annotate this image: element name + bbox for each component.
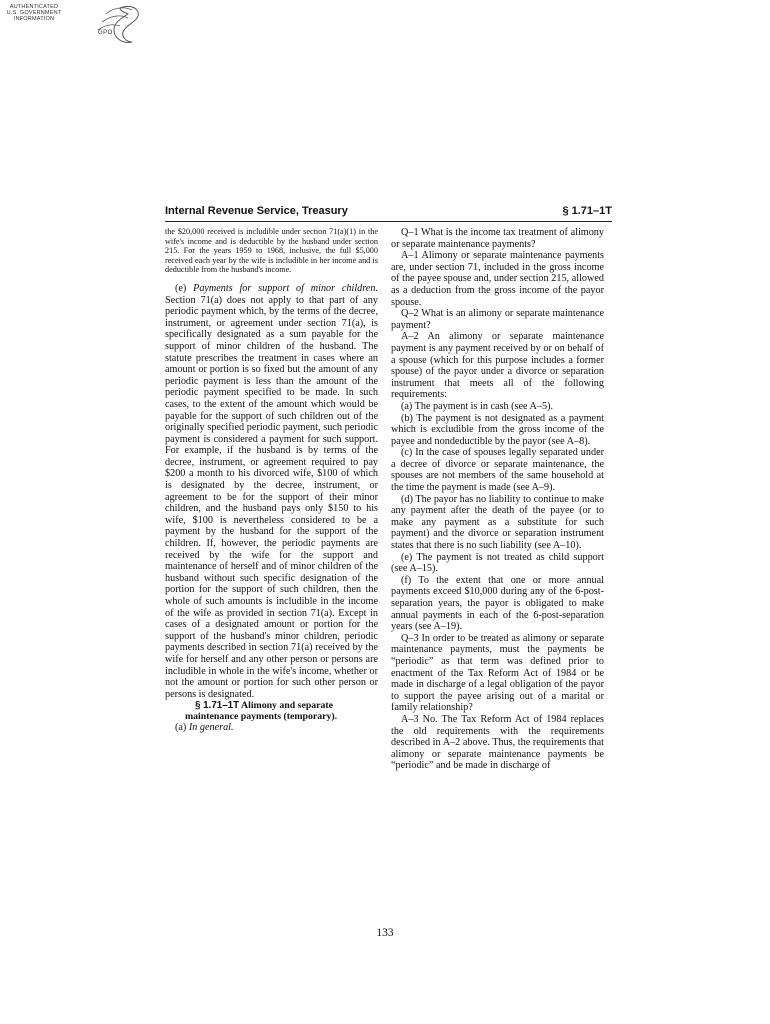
answer-2: A–2 An alimony or separate maintenance payment is any payment received by or on behalf of a spouse (which for this purpose includes a former spouse) of the payor under a divorce or separation instrument that meets all of the following requirements: — [391, 331, 604, 401]
question-3: Q–3 In order to be treated as alimony or separate maintenance payments, must the payments be “periodic” as that term was defined prior to enactment of the Tax Reform Act of 1984 or be made in discharge of a legal obligation of the payor to support the payee arising out of a marital or family relationship? — [391, 632, 604, 714]
requirement-c: (c) In the case of spouses legally separated under a decree of divorce or separate maintenance, the spouses are not members of the same household at the time the payment is made (see A–9). — [391, 447, 604, 494]
seal-text — [4, 4, 64, 23]
paragraph-label: (a) — [175, 722, 189, 734]
left-column — [165, 227, 378, 734]
right-column — [391, 227, 604, 772]
seal-line: AUTHENTICATED — [9, 4, 59, 10]
requirement-f: (f) To the extent that one or more annual payments exceed $10,000 during any of the 6-post-separation years, the payor is obligated to make annual payments in each of the 6-post-separation years (see A–19). — [391, 574, 604, 633]
question-1: Q–1 What is the income tax treatment of alimony or separate maintenance payments? — [391, 227, 604, 250]
section-number: § 1.71–1T — [195, 700, 240, 712]
seal-gpo-label: GPO — [98, 30, 113, 36]
seal-line: INFORMATION — [13, 16, 55, 23]
page-number: 133 — [376, 927, 394, 939]
answer-3: A–3 No. The Tax Reform Act of 1984 replaces the old requirements with the requirements described in A–2 above. Thus, the requirements that alimony or separate maintenance payments be “periodic” and be made in discharge of — [391, 713, 604, 772]
authentication-seal — [2, 2, 152, 52]
requirement-e: (e) The payment is not treated as child support (see A–15). — [391, 551, 604, 575]
running-head — [165, 205, 612, 222]
paragraph-title: Payments for support of minor children. — [193, 282, 378, 294]
paragraph-a — [165, 722, 378, 734]
answer-1: A–1 Alimony or separate maintenance payments are, under section 71, included in the gross income of the payee spouse and, under section 215, allowed as a deduction from the gross income of the payor spouse. — [391, 250, 604, 308]
paragraph-title: In general. — [188, 722, 234, 734]
requirement-a: (a) The payment is in cash (see A–5). — [401, 400, 554, 412]
paragraph-label: (e) — [175, 282, 194, 294]
paragraph-e — [165, 283, 378, 700]
question-2: Q–2 What is an alimony or separate maintenance payment? — [391, 308, 604, 331]
running-head-section: § 1.71–1T — [562, 205, 612, 217]
example-note: the $20,000 received is includible under section 71(a)(1) in the wife's income and is deductible by the husband under section 215. For the years 1959 to 1968, inclusive, the full $5,000 received each year by the wife is includible in her income and is deductible from the husband's income. — [165, 227, 378, 275]
requirement-b: (b) The payment is not designated as a payment which is excludible from the gross income of the payee and nondeductible by the payor (see A–8). — [391, 412, 604, 447]
seal-line: U.S. GOVERNMENT — [6, 10, 62, 17]
paragraph-body: Section 71(a) does not apply to that part of any periodic payment which, by the terms of the decree, instrument, or agreement under section 71(a), is specifically designated as a sum payable for the support of minor children of the husband. The statute prescribes the treatment in cases where an amount or portion is so fixed but the amount of any periodic payment is less than the amount of the periodic payment specified to be made. In such cases, to the extent of the amount which would be payable for the support of such children out of the originally specified periodic payment, such periodic payment is considered a payment for such support. For example, if the husband is by terms of the decree, instrument, or agreement required to pay $200 a month to his divorced wife, $100 of which is designated by the decree, instrument, or agreement to be for the support of their minor children, and the husband pays only $150 to his wife, $100 is nevertheless considered to be a payment by the husband for the support of the children. If, however, the periodic payments are received by the wife for the support and maintenance of herself and of minor children of the husband without such specific designation of the portion for the support of such children, then the whole of such amounts is includible in the income of the wife as provided in section 71(a). Except in cases of a designated amount or portion for the support of the husband's minor children, periodic payments described in section 71(a) received by the wife for herself and any other person or persons are includible in whole in the wife's income, whether or not the amount or portion for such other person or persons is designated. — [165, 294, 378, 700]
running-head-title: Internal Revenue Service, Treasury — [165, 205, 348, 217]
section-title: Alimony and separate maintenance payments (temporary). — [185, 700, 338, 723]
requirement-d: (d) The payor has no liability to continue to make any payment after the death of the payee (or to make any payment as a substitute for such payment) and the divorce or separation instrument states that there is no such liability (see A–10). — [391, 493, 604, 552]
section-heading — [165, 700, 378, 722]
